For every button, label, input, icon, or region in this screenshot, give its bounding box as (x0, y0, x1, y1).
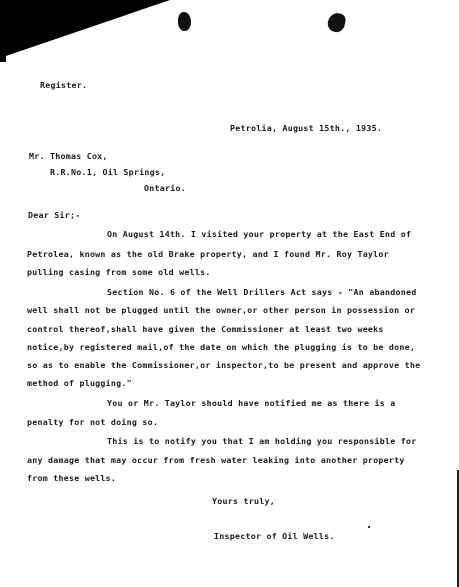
signature-title: Inspector of Oil Wells. (214, 531, 335, 541)
paragraph-line: so as to enable the Commissioner,or inspector,to be present and approve the (27, 360, 421, 370)
paragraph-line: pulling casing from some old wells. (27, 267, 211, 277)
paragraph-line: penalty for not doing so. (27, 417, 159, 427)
paragraph-line: This is to notify you that I am holding you responsible for (107, 436, 417, 446)
punch-hole-right (326, 11, 347, 33)
paragraph-line: method of plugging." (27, 378, 132, 388)
letter-date: Petrolia, August 15th., 1935. (230, 123, 383, 133)
paragraph-line: notice,by registered mail,of the date on which the plugging is to be done, (27, 342, 416, 352)
paragraph-line: control thereof,shall have given the Commissioner at least two weeks (27, 324, 384, 334)
paragraph-line: Section No. 6 of the Well Drillers Act says - "An abandoned (107, 287, 417, 297)
scan-corner-shadow (0, 0, 170, 58)
paragraph-line: well shall not be plugged until the owner,or other person in possession or (27, 305, 416, 315)
ink-speck (368, 526, 370, 528)
paragraph-line: any damage that may occur from fresh water leaking into another property (27, 455, 405, 465)
salutation: Dear Sir;- (28, 210, 81, 220)
addressee-province: Ontario. (144, 183, 186, 193)
scan-edge-shadow (0, 0, 6, 62)
closing: Yours truly, (212, 496, 275, 506)
punch-hole-left (178, 12, 191, 31)
paragraph-line: from these wells. (27, 473, 117, 483)
register-label: Register. (40, 80, 88, 90)
paragraph-line: On August 14th. I visited your property at the East End of (107, 229, 412, 239)
paragraph-line: You or Mr. Taylor should have notified me as there is a (107, 398, 396, 408)
addressee-name: Mr. Thomas Cox, (29, 151, 108, 161)
paragraph-line: Petrolea, known as the old Brake property, and I found Mr. Roy Taylor (27, 249, 389, 259)
addressee-street: R.R.No.1, Oil Springs, (50, 167, 166, 177)
